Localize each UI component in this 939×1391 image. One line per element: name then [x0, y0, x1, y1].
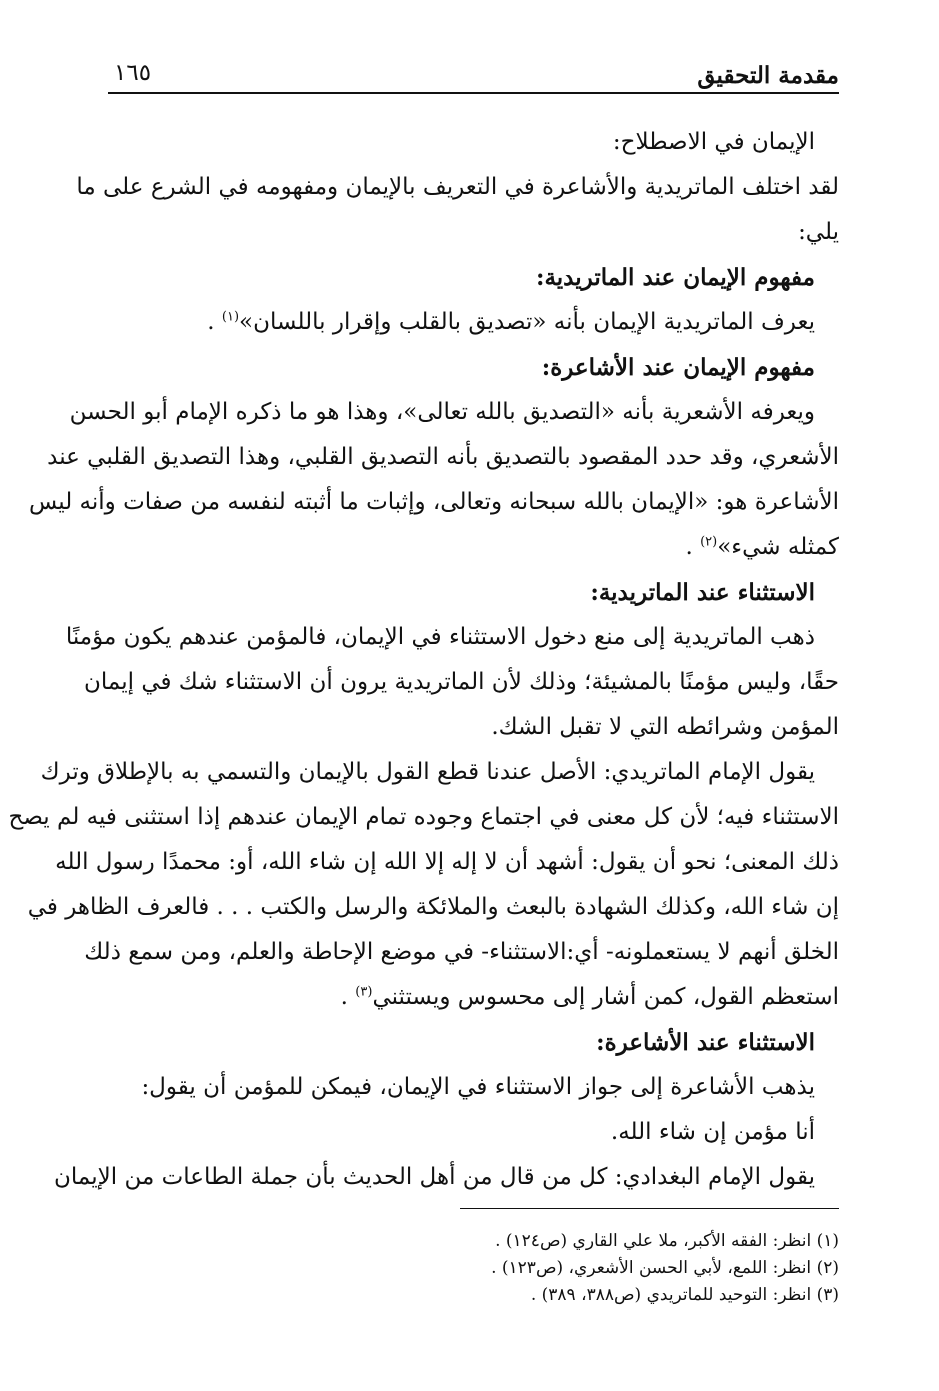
text-line: الخلق أنهم لا يستعملونه- أي:الاستثناء- في موضع الإحاطة والعلم، ومن سمع ذلك — [84, 939, 839, 965]
subheading-ashari-iman: مفهوم الإيمان عند الأشاعرة: — [541, 354, 815, 381]
footnote — [300, 1282, 839, 1309]
page-number: ١٦٥ — [114, 60, 152, 86]
page-body — [8, 120, 839, 1200]
text-line: إن شاء الله، وكذلك الشهادة بالبعث والملائكة والرسل والكتب . . . فالعرف الظاهر في — [27, 894, 839, 920]
footnote-ref: (٢) — [700, 534, 718, 550]
text-line: ذلك المعنى؛ نحو أن يقول: أشهد أن لا إله إلا الله إن شاء الله، أو: محمدًا رسول الله — [55, 849, 839, 875]
text-line: يذهب الأشاعرة إلى جواز الاستثناء في الإيمان، فيمكن للمؤمن أن يقول: — [141, 1074, 815, 1100]
text-line: يقول الإمام البغدادي: كل من قال من أهل الحديث بأن جملة الطاعات من الإيمان — [54, 1164, 815, 1190]
footnote-text: انظر: الفقه الأكبر، ملا علي القاري (ص١٢٤) . — [495, 1231, 812, 1251]
text-line: لقد اختلف الماتريدية والأشاعرة في التعريف بالإيمان ومفهومه في الشرع على ما — [76, 174, 839, 200]
footnote — [300, 1228, 839, 1255]
text-run: يعرف الماتريدية الإيمان بأنه «تصديق بالقلب وإقرار باللسان» — [239, 309, 815, 335]
text-line: يقول الإمام الماتريدي: الأصل عندنا قطع القول بالإيمان والتسمي به بالإطلاق وترك — [40, 759, 815, 785]
text-line: يلي: — [798, 219, 839, 245]
text-line — [106, 300, 839, 345]
footnote-text: انظر: اللمع، لأبي الحسن الأشعري، (ص١٢٣) . — [491, 1258, 812, 1278]
footnotes — [300, 1228, 839, 1309]
subheading-ashari-istithna: الاستثناء عند الأشاعرة: — [596, 1029, 815, 1056]
footnote-marker: (٢) — [816, 1258, 839, 1278]
running-title: مقدمة التحقيق — [697, 62, 839, 89]
text-run: استعظم القول، كمن أشار إلى محسوس ويستثني — [372, 984, 839, 1010]
text-line — [106, 975, 839, 1020]
text-line: حقًا، وليس مؤمنًا بالمشيئة؛ وذلك لأن الماتريدية يرون أن الاستثناء شك في إيمان — [84, 669, 839, 695]
period: . — [207, 309, 215, 335]
period: . — [340, 984, 348, 1010]
text-line: الأشعري، وقد حدد المقصود بالتصديق بأنه التصديق القلبي، وهذا التصديق القلبي عند — [47, 444, 839, 470]
footnote — [300, 1255, 839, 1282]
header-rule — [108, 92, 839, 94]
footnote-marker: (٣) — [816, 1285, 839, 1305]
text-line: الاستثناء فيه؛ لأن كل معنى في اجتماع وجوده تمام الإيمان عندهم إذا استثنى فيه لم يصح — [8, 804, 839, 830]
footnote-ref: (١) — [221, 309, 240, 325]
text-line: المؤمن وشرائطه التي لا تقبل الشك. — [491, 714, 839, 740]
page-header — [108, 58, 839, 94]
subheading-maturidi-istithna: الاستثناء عند الماتريدية: — [590, 579, 815, 606]
footnote-rule — [460, 1208, 839, 1209]
text-line: ذهب الماتريدية إلى منع دخول الاستثناء في الإيمان، فالمؤمن عندهم يكون مؤمنًا — [65, 624, 815, 650]
text-line: أنا مؤمن إن شاء الله. — [610, 1119, 815, 1145]
text-line: الأشاعرة هو: «الإيمان بالله سبحانه وتعالى، وإثبات ما أثبته لنفسه من صفات وأنه ليس — [28, 489, 839, 515]
footnote-ref: (٣) — [355, 984, 373, 1000]
subheading-maturidi-iman: مفهوم الإيمان عند الماتريدية: — [535, 264, 815, 291]
text-line: ويعرفه الأشعرية بأنه «التصديق بالله تعالى»، وهذا هو ما ذكره الإمام أبو الحسن — [69, 399, 815, 425]
footnote-text: انظر: التوحيد للماتريدي (ص٣٨٨، ٣٨٩) . — [530, 1285, 812, 1305]
text-line — [106, 525, 839, 570]
footnote-marker: (١) — [816, 1231, 839, 1251]
section-heading: الإيمان في الاصطلاح: — [612, 129, 815, 155]
text-run: كمثله شيء» — [717, 534, 839, 560]
period: . — [685, 534, 693, 560]
